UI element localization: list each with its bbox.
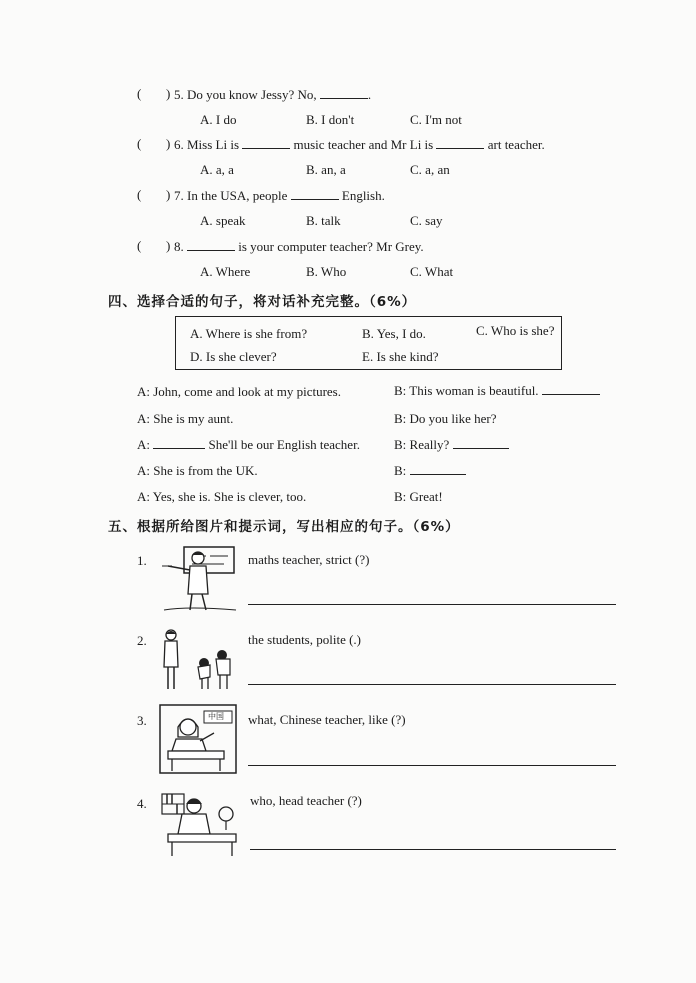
- answer-blank[interactable]: [320, 87, 368, 99]
- answer-paren-open: (: [137, 187, 142, 202]
- option-a: A. I do: [200, 112, 237, 127]
- option-d-sentence: D. Is she clever?: [190, 349, 277, 364]
- option-c: C. I'm not: [410, 112, 462, 127]
- option-a: A. speak: [200, 213, 246, 228]
- item-3-answer-line[interactable]: [248, 765, 616, 766]
- answer-blank[interactable]: [291, 188, 339, 200]
- answer-paren-open: (: [137, 86, 142, 101]
- answer-blank[interactable]: [153, 437, 205, 449]
- china-sign-text: 中国: [208, 712, 224, 721]
- option-e-sentence: E. Is she kind?: [362, 349, 439, 364]
- item-3-prompt: what, Chinese teacher, like (?): [248, 712, 406, 727]
- question-text: 6. Miss Li is music teacher and Mr Li is art teacher.: [174, 137, 545, 152]
- dialog-a-line-1: A: John, come and look at my pictures.: [137, 384, 341, 399]
- answer-blank[interactable]: [542, 383, 600, 395]
- dialog-a-line-2: A: She is my aunt.: [137, 411, 234, 426]
- dialog-b-line-2: B: Do you like her?: [394, 411, 497, 426]
- option-b: B. Who: [306, 264, 347, 279]
- item-4-number: 4.: [137, 796, 147, 811]
- option-c-sentence: C. Who is she?: [476, 323, 555, 338]
- item-3-number: 3.: [137, 713, 147, 728]
- item-4-prompt: who, head teacher (?): [250, 793, 362, 808]
- dialog-b-line-5: B: Great!: [394, 489, 443, 504]
- dialog-a-line-3: A: She'll be our English teacher.: [137, 437, 360, 452]
- section-5-heading: 五、根据所给图片和提示词，写出相应的句子。（6%）: [108, 519, 460, 535]
- dialog-b-line-4: B:: [394, 463, 466, 479]
- option-a: A. a, a: [200, 162, 234, 177]
- answer-paren-close: ): [166, 136, 171, 151]
- option-a-sentence: A. Where is she from?: [190, 326, 308, 341]
- question-text: 7. In the USA, people English.: [174, 188, 385, 203]
- answer-blank[interactable]: [453, 437, 509, 449]
- option-a: A. Where: [200, 264, 251, 279]
- question-text: 8. is your computer teacher? Mr Grey.: [174, 239, 424, 254]
- dialog-b-line-1: B: This woman is beautiful.: [394, 383, 600, 399]
- answer-blank[interactable]: [242, 137, 290, 149]
- option-b: B. I don't: [306, 112, 355, 127]
- question-text: 5. Do you know Jessy? No, .: [174, 87, 372, 102]
- teacher-and-bowing-students-illustration: [158, 627, 238, 693]
- dialog-a-line-4: A: She is from the UK.: [137, 463, 258, 478]
- item-2-number: 2.: [137, 633, 147, 648]
- section-4-heading: 四、选择合适的句子，将对话补充完整。（6%）: [108, 294, 417, 310]
- item-2-answer-line[interactable]: [248, 684, 616, 685]
- option-b: B. an, a: [306, 162, 346, 177]
- answer-paren-open: (: [137, 136, 142, 151]
- dialog-a-line-5: A: Yes, she is. She is clever, too.: [137, 489, 307, 504]
- item-2-prompt: the students, polite (.): [248, 632, 362, 647]
- answer-blank[interactable]: [410, 463, 466, 475]
- answer-paren-open: (: [137, 238, 142, 253]
- item-1-answer-line[interactable]: [248, 604, 616, 605]
- answer-paren-close: ): [166, 86, 171, 101]
- dialog-b-line-3: B: Really?: [394, 437, 509, 453]
- head-teacher-at-desk-illustration: [158, 790, 240, 858]
- answer-paren-close: ): [166, 187, 171, 202]
- item-4-answer-line[interactable]: [250, 849, 616, 850]
- option-c: C. What: [410, 264, 454, 279]
- teacher-at-blackboard-illustration: [158, 544, 238, 614]
- item-1-prompt: maths teacher, strict (?): [248, 552, 370, 567]
- item-1-number: 1.: [137, 553, 147, 568]
- option-b-sentence: B. Yes, I do.: [362, 326, 426, 341]
- answer-blank[interactable]: [436, 137, 484, 149]
- answer-blank[interactable]: [187, 239, 235, 251]
- option-c: C. say: [410, 213, 443, 228]
- option-c: C. a, an: [410, 162, 450, 177]
- answer-paren-close: ): [166, 238, 171, 253]
- option-b: B. talk: [306, 213, 341, 228]
- chinese-teacher-illustration: [158, 703, 238, 775]
